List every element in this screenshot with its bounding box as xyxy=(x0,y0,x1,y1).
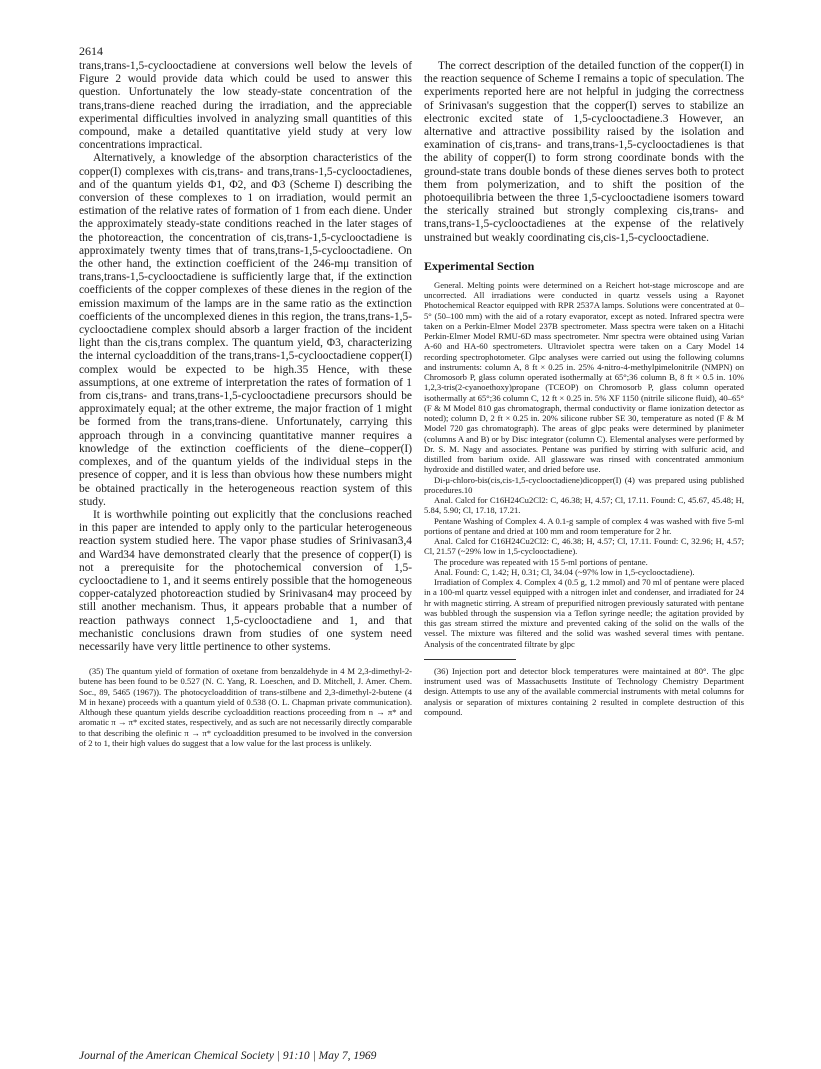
journal-footer: Journal of the American Chemical Society | 91:10 | May 7, 1969 xyxy=(79,1050,377,1062)
section-title: Experimental Section xyxy=(424,258,535,273)
page-number: 2614 xyxy=(79,44,103,58)
body-paragraph: The correct description of the detailed function of the copper(I) in the reaction sequence of Scheme I remains a topic of speculation. The experiments reported here are not helpful in judging the correctness of Srinivasan's suggestion that the copper(I) serves to stabilize an electronic excited state of 1,5-cyclooctadiene.3 However, an alternative and attractive possibility raised by the isolation and examination of cis,trans- and trans,trans-1,5-cyclooctadienes is that the ability of copper(I) to form strong coordinate bonds with the ground-state trans double bonds of these dienes serves both to protect them from polymerization, and to shift the position of the photoequilibria between the three 1,5-cyclooctadiene isomers toward the sterically strained but strongly complexing cis,trans- and trans,trans-1,5-cyclooctadienes at the expense of the relatively unstrained but weakly coordinating cis,cis-1,5-cyclooctadiene. xyxy=(424,60,744,244)
analysis-line: Anal. Found: C, 1.42; H, 0.31; Cl, 34.04 (~97% low in 1,5-cyclooctadiene). xyxy=(434,566,695,577)
experimental-paragraph: The procedure was repeated with 15 5-ml portions of pentane. xyxy=(434,556,648,567)
footnote-35: (35) The quantum yield of formation of oxetane from benzaldehyde in 4 M 2,3-dimethyl-2-butene has been found to be 0.527 (N. C. Yang, R. Loeschen, and D. Mitchell, J. Amer. Chem. Soc., 89, 5465 (1967)). The photocycloaddition of trans-stilbene and 2,3-dimethyl-2-butene (4 M in hexane) proceeds with a quantum yield of 0.538 (O. L. Chapman private communication). Although these quantum yields describe cycloaddition reactions proceeding from n → π* and aromatic π → π* excited states, respectively, and as such are not necessarily directly comparable to that describing the olefinic π → π* cycloaddition presumed to be involved in the conversion of 2 to 1, their high values do suggest that a low value for the last process is unlikely. xyxy=(79,666,412,748)
analysis-line: Anal. Calcd for C16H24Cu2Cl2: C, 46.38; H, 4.57; Cl, 17.11. Found: C, 45.67, 45.48; H, 5.84, 5.90; Cl, 17.18, 17.21. xyxy=(424,495,744,516)
body-paragraph: Alternatively, a knowledge of the absorption characteristics of the copper(I) complexes with cis,trans- and trans,trans-1,5-cyclooctadienes, and of the quantum yields Φ1, Φ2, and Φ3 (Scheme I) describing the conversion of these complexes to 1 on irradiation, would permit an estimation of the relative rates of formation of 1 from each diene. Under the approximately steady-state conditions reached in the later stages of the photoreaction, the concentration of cis,trans-1,5-cyclooctadiene is approximately twenty times that of trans,trans-1,5-cyclooctadiene. On the other hand, the extinction coefficient of the 246-mμ transition of trans,trans-1,5-cyclooctadiene is sufficiently large that, if the extinction coefficients of the copper complexes of these dienes in the region of the emission maximum of the lamps are in the same ratio as the extinction coefficients of the uncomplexed dienes in this region, the trans,trans-1,5-cyclooctadiene complex should absorb a larger fraction of the incident light than the cis,trans complex. The quantum yield, Φ3, characterizing the internal cycloaddition of the trans,trans-1,5-cyclooctadiene copper(I) complex would be expected to be high.35 Hence, with these assumptions, at one extreme of interpretation the rates of formation of 1 from cis,trans- and trans,trans-1,5-cyclooctadiene precursors should be approximately equal; at the other extreme, the major fraction of 1 might be formed from the trans,trans-diene. Unfortunately, carrying this approach through in a convincing quantitative manner requires a knowledge of the extinction coefficients of the diene–copper(I) complexes, and of the quantum yields of the individual steps in the presence of copper, and it is less than obvious how these numbers might be obtained practically in the heterogeneous reaction system of this study. xyxy=(79,152,412,508)
body-paragraph: trans,trans-1,5-cyclooctadiene at conversions well below the levels of Figure 2 would provide data which could be used to answer this question. Unfortunately the low steady-state concentration of the trans,trans-diene reached during the irradiation, and the appreciable experimental difficulties involved in analyzing small quantities of this compound, make a detailed quantitative yield study at very low concentrations impractical. xyxy=(79,60,412,152)
experimental-paragraph: Pentane Washing of Complex 4. A 0.1-g sample of complex 4 was washed with five 5-ml portions of pentane and dried at 100 mm and room temperature for 2 hr. xyxy=(424,515,744,536)
body-paragraph: It is worthwhile pointing out explicitly that the conclusions reached in this paper are intended to apply only to the particular heterogeneous reaction system studied here. The vapor phase studies of Srinivasan3,4 and Ward34 have demonstrated clearly that the presence of copper(I) is not a prerequisite for the photochemical conversion of 1,5-cyclooctadiene to 1, and it seems entirely possible that the homogeneous copper-catalyzed photoreaction studied by Srinivasan4 may proceed by still another mechanism. Thus, it appears probable that a number of reaction pathways connect 1,5-cyclooctadiene and 1, and that mechanistic conclusions drawn from studies of one system need necessarily have very little pertinence to other systems. xyxy=(79,508,412,653)
analysis-line: Anal. Calcd for C16H24Cu2Cl2: C, 46.38; H, 4.57; Cl, 17.11. Found: C, 32.96; H, 4.57; Cl, 21.57 (~29% low in 1,5-cyclooctadiene). xyxy=(424,536,744,557)
experimental-general: General. Melting points were determined on a Reichert hot-stage microscope and are uncorrected. All irradiations were conducted in quartz vessels using a Rayonet Photochemical Reactor equipped with RPR 2537A lamps. Solutions were concentrated at 0–5° (50–100 mm) with the aid of a rotary evaporator, except as noted. Infrared spectra were taken on a Perkin-Elmer Model 237B spectrometer. Mass spectra were taken on a Hitachi Perkin-Elmer Model RMU-6D mass spectrometer. Nmr spectra were obtained using Varian A-60 and HA-60 spectrometers. Ultraviolet spectra were taken on a Cary Model 14 recording spectrophotometer. Glpc analyses were carried out using the following columns and instruments: column A, 8 ft × 0.25 in. 25% 4-nitro-4-methylpimelonitrile (NMPN) on Chromosorb P, glass column operated isothermally at 65°;36 column B, 8 ft × 0.5 in. 10% 1,2,3-tris(2-cyanoethoxy)propane (TCEOP) on Chromosorb P, glass column operated isothermally at 65°;36 column C, 12 ft × 0.25 in. 5% XF 1150 (nitrile silicone fluid), 40–65° (F & M Model 810 gas chromatograph, thermal conductivity or flame ionization detector as noted); column D, 2 ft × 0.25 in. 20% silicone rubber SE 30, temperature as noted (F & M Model 720 gas chromatograph). The areas of glpc peaks were determined by planimeter (columns A and B) or by Disc integrator (column C). Elemental analyses were performed by Dr. S. M. Nagy and associates. Pentane was purified by stirring with sulfuric acid, and distilled from barium oxide. All glassware was rinsed with concentrated ammonium hydroxide and distilled water, and dried before use. xyxy=(424,279,744,475)
left-column xyxy=(79,60,412,748)
right-column xyxy=(424,60,744,717)
experimental-paragraph: Di-μ-chloro-bis(cis,cis-1,5-cyclooctadiene)dicopper(I) (4) was prepared using published procedures.10 xyxy=(424,474,744,495)
experimental-paragraph: Irradiation of Complex 4. Complex 4 (0.5 g, 1.2 mmol) and 70 ml of pentane were placed in a 100-ml quartz vessel equipped with a nitrogen inlet and condenser, and irradiated for 24 hr with magnetic stirring. A stream of prepurified nitrogen previously saturated with pentane was bubbled through the suspension via a Teflon syringe needle; the agitation provided by this gas stream stirred the mixture and prevented caking of the solid on the walls of the vessel. The mixture was filtered and the solid was washed several times with pentane. Analysis of the concentrated filtrate by glpc xyxy=(424,577,744,649)
footnote-36: (36) Injection port and detector block temperatures were maintained at 80°. The glpc instrument used was of Massachusetts Institute of Technology Chemistry Department design. Attempts to use any of the available commercial instruments with metal columns for analysis or separation of mixtures containing 2 resulted in complete destruction of this compound. xyxy=(424,665,744,717)
